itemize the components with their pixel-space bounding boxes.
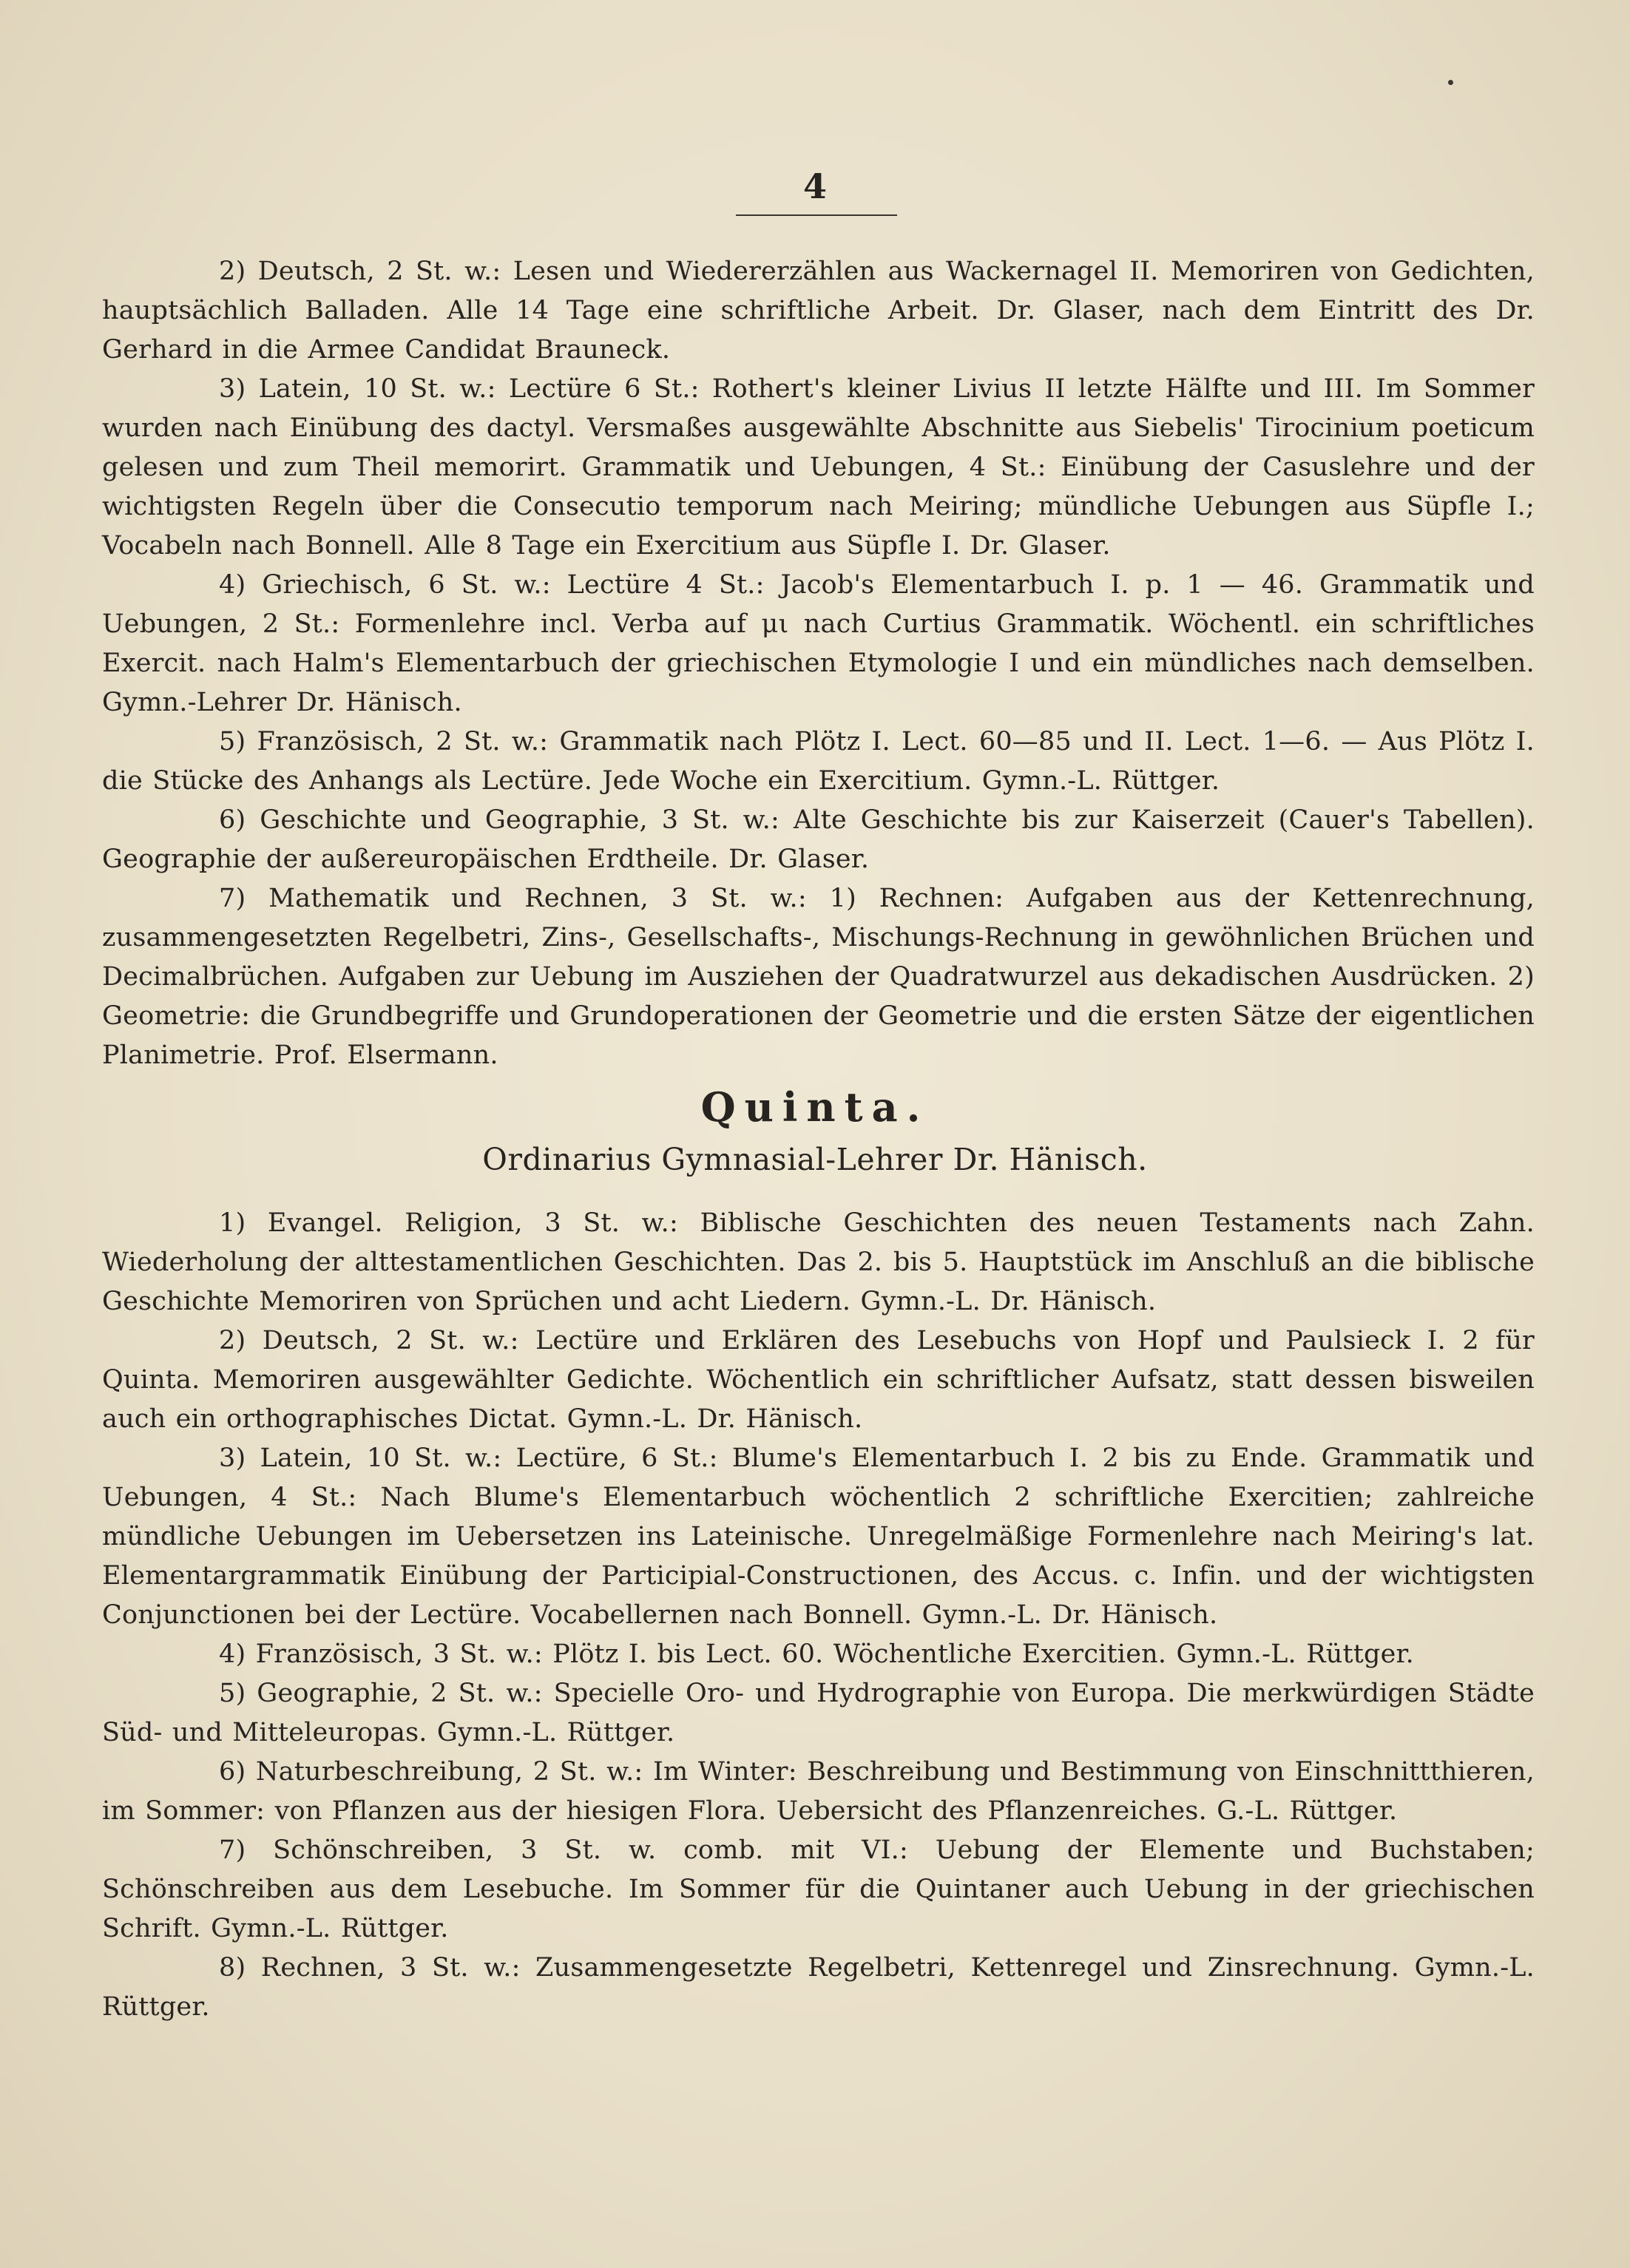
- course-mathematik-rechnen: 7) Mathematik und Rechnen, 3 St. w.: 1) Rechnen: Aufgaben aus der Kettenrechnung, zusammengesetzten Regelbetri, Zins-, Gesellschafts-, Mischungs-Rechnung in gewöhnlichen Brüchen und Decimalbrüchen. Aufgaben zur Uebung im Ausziehen der Quadratwurzel aus dekadischen Ausdrücken. 2) Geometrie: die Grundbegriffe und Grundoperationen der Geometrie und die ersten Sätze der eigentlichen Planimetrie. Prof. Elsermann.: [102, 884, 1535, 1070]
- page-number: 4: [802, 166, 827, 206]
- course-naturbeschreibung: 6) Naturbeschreibung, 2 St. w.: Im Winter: Beschreibung und Bestimmung von Einschnittthieren, im Sommer: von Pflanzen aus der hiesigen Flora. Uebersicht des Pflanzenreiches. G.-L. Rüttger.: [102, 1757, 1535, 1826]
- course-franzoesisch: 4) Französisch, 3 St. w.: Plötz I. bis Lect. 60. Wöchentliche Exercitien. Gymn.-L. Rüttger.: [219, 1639, 1414, 1669]
- course-griechisch: 4) Griechisch, 6 St. w.: Lectüre 4 St.: Jacob's Elementarbuch I. p. 1 — 46. Grammatik und Uebungen, 2 St.: Formenlehre incl. Verba auf μι nach Curtius Grammatik. Wöchentl. ein schriftliches Exercit. nach Halm's Elementarbuch der griechischen Etymologie I und ein mündliches nach demselben. Gymn.-Lehrer Dr. Hänisch.: [102, 570, 1535, 717]
- course-deutsch: 2) Deutsch, 2 St. w.: Lesen und Wiedererzählen aus Wackernagel II. Memoriren von Gedichten, hauptsächlich Balladen. Alle 14 Tage eine schriftliche Arbeit. Dr. Glaser, nach dem Eintritt des Dr. Gerhard in die Armee Candidat Brauneck.: [102, 257, 1535, 365]
- course-schoenschreiben: 7) Schönschreiben, 3 St. w. comb. mit VI.: Uebung der Elemente und Buchstaben; Schönschreiben aus dem Lesebuche. Im Sommer für die Quintaner auch Uebung in der griechischen Schrift. Gymn.-L. Rüttger.: [102, 1835, 1535, 1943]
- page-number-rule: [736, 214, 897, 216]
- course-geschichte-geographie: 6) Geschichte und Geographie, 3 St. w.: Alte Geschichte bis zur Kaiserzeit (Cauer's Tabellen). Geographie der außereuropäischen Erdtheile. Dr. Glaser.: [102, 805, 1535, 874]
- course-geographie: 5) Geographie, 2 St. w.: Specielle Oro- und Hydrographie von Europa. Die merkwürdigen Städte Süd- und Mitteleuropas. Gymn.-L. Rüttger.: [102, 1679, 1535, 1747]
- course-latein: 3) Latein, 10 St. w.: Lectüre 6 St.: Rothert's kleiner Livius II letzte Hälfte und III. Im Sommer wurden nach Einübung des dactyl. Versmaßes ausgewählte Abschnitte aus Siebelis' Tirocinium poeticum gelesen und zum Theil memorirt. Grammatik und Uebungen, 4 St.: Einübung der Casuslehre und der wichtigsten Regeln über die Consecutio temporum nach Meiring; mündliche Uebungen aus Süpfle I.; Vocabeln nach Bonnell. Alle 8 Tage ein Exercitium aus Süpfle I. Dr. Glaser.: [102, 374, 1535, 561]
- sexta-course-list: [102, 252, 1535, 1075]
- quinta-course-list: [102, 1204, 1535, 2027]
- course-franzoesisch: 5) Französisch, 2 St. w.: Grammatik nach Plötz I. Lect. 60—85 und II. Lect. 1—6. — Aus Plötz I. die Stücke des Anhangs als Lectüre. Jede Woche ein Exercitium. Gymn.-L. Rüttger.: [102, 727, 1535, 796]
- course-latein: 3) Latein, 10 St. w.: Lectüre, 6 St.: Blume's Elementarbuch I. 2 bis zu Ende. Grammatik und Uebungen, 4 St.: Nach Blume's Elementarbuch wöchentlich 2 schriftliche Exercitien; zahlreiche mündliche Uebungen im Uebersetzen ins Lateinische. Unregelmäßige Formenlehre nach Meiring's lat. Elementargrammatik Einübung der Participial-Constructionen, des Accus. c. Infin. und der wichtigsten Conjunctionen bei der Lectüre. Vocabellernen nach Bonnell. Gymn.-L. Dr. Hänisch.: [102, 1443, 1535, 1630]
- ink-speck: [1448, 80, 1453, 85]
- course-deutsch: 2) Deutsch, 2 St. w.: Lectüre und Erklären des Lesebuchs von Hopf und Paulsieck I. 2 für Quinta. Memoriren ausgewählter Gedichte. Wöchentlich ein schriftlicher Aufsatz, statt dessen bisweilen auch ein orthographisches Dictat. Gymn.-L. Dr. Hänisch.: [102, 1326, 1535, 1434]
- course-religion: 1) Evangel. Religion, 3 St. w.: Biblische Geschichten des neuen Testaments nach Zahn. Wiederholung der alttestamentlichen Geschichten. Das 2. bis 5. Hauptstück im Anschluß an die biblische Geschichte Memoriren von Sprüchen und acht Liedern. Gymn.-L. Dr. Hänisch.: [102, 1208, 1535, 1316]
- section-subheading-ordinarius: Ordinarius Gymnasial-Lehrer Dr. Hänisch.: [482, 1142, 1148, 1177]
- section-heading-quinta: Quinta.: [700, 1083, 930, 1131]
- course-rechnen: 8) Rechnen, 3 St. w.: Zusammengesetzte Regelbetri, Kettenregel und Zinsrechnung. Gymn.-L. Rüttger.: [102, 1953, 1535, 2022]
